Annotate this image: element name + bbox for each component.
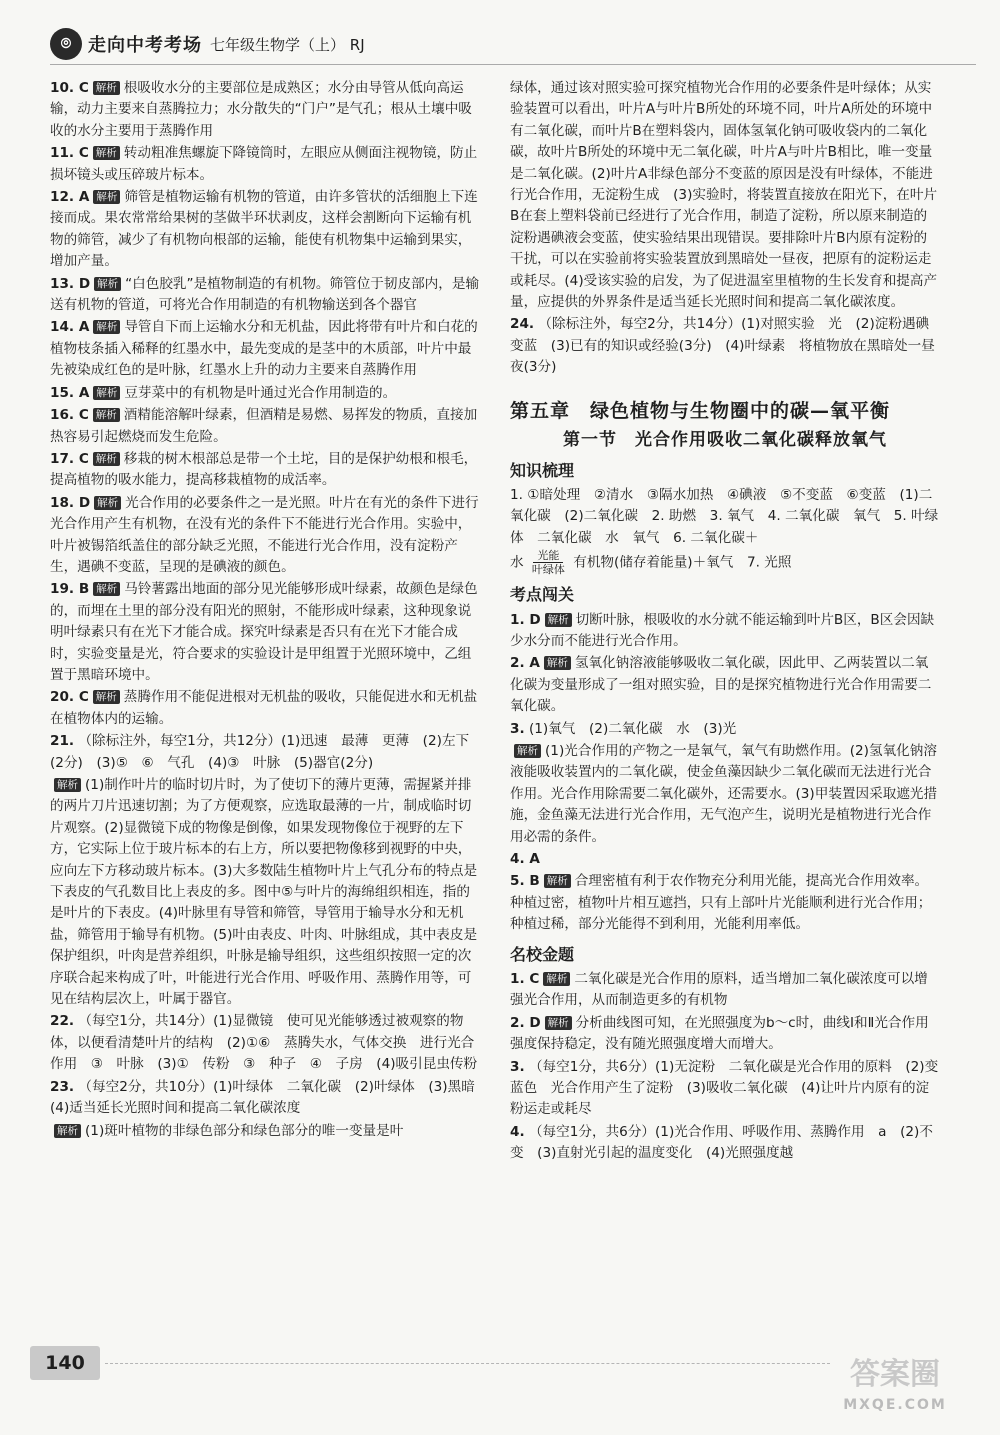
analysis-badge: 解析 [94, 496, 121, 510]
answer-item [510, 741, 940, 848]
answer-number: 5. B [510, 873, 540, 890]
answer-item [50, 143, 480, 186]
answer-item [510, 871, 940, 935]
answer-item [510, 719, 940, 740]
equation-right: 有机物(储存着能量)＋氧气 7. 光照 [573, 554, 792, 571]
answer-number: 16. C [50, 407, 89, 424]
answer-item [510, 1122, 940, 1165]
answer-text: 分析曲线图可知，在光照强度为b～c时，曲线Ⅰ和Ⅱ光合作用强度保持稳定，没有随光照强度增大而增大。 [510, 1014, 929, 1053]
answer-text: “白色胶乳”是植物制造的有机物。筛管位于韧皮部内，是输送有机物的管道，可将光合作用制造的有机物输送到各个器官 [50, 275, 480, 314]
answer-number: 24. [510, 316, 535, 333]
answer-number: 15. A [50, 384, 90, 401]
answer-text: 根吸收水分的主要部位是成熟区；水分由导管从低向高运输，动力主要来自蒸腾拉力；水分散失的“门户”是气孔；根从土壤中吸收的水分主要用于蒸腾作用 [50, 80, 472, 139]
answer-text: （每空1分，共6分）(1)无淀粉 二氧化碳是光合作用的原料 (2)变蓝色 光合作用产生了淀粉 (3)吸收二氧化碳 (4)让叶片内原有的淀粉运走或耗尽 [510, 1058, 939, 1118]
answer-item [50, 187, 480, 273]
answer-text: （每空1分，共14分）(1)显微镜 使可见光能够透过被观察的物体，以便看清楚叶片的结构 (2)①⑥ 蒸腾失水，气体交换 进行光合作用 ③ 叶脉 (3)① 传粉 ③ 种子 ④ 子房 (4)吸引昆虫传粉 [50, 1013, 478, 1073]
analysis-badge: 解析 [545, 1016, 572, 1030]
answer-number: 20. C [50, 689, 89, 706]
mingxiao-heading: 名校金题 [510, 944, 575, 964]
analysis-badge: 解析 [93, 452, 120, 466]
page-number: 140 [30, 1346, 100, 1380]
answer-item [510, 314, 940, 378]
answer-text: 转动粗准焦螺旋下降镜筒时，左眼应从侧面注视物镜，防止损坏镜头或压碎玻片标本。 [50, 145, 478, 183]
answer-number: 13. D [50, 275, 91, 292]
equation-top: 光能 [533, 549, 563, 563]
watermark-main: 答案圈 [850, 1357, 940, 1392]
answer-text: （除标注外，每空2分，共14分）(1)对照实验 光 (2)淀粉遇碘变蓝 (3)已有的知识或经验(3分) (4)叶绿素 将植物放在黑暗处一昼夜(3分) [510, 316, 935, 376]
answer-item [50, 449, 480, 492]
analysis-badge: 解析 [93, 408, 120, 422]
answer-number: 3. [510, 720, 525, 737]
analysis-badge: 解析 [545, 613, 572, 627]
answer-item [510, 1013, 940, 1056]
book-logo-icon: ⌾ [50, 28, 82, 60]
answer-text: 酒精能溶解叶绿素，但酒精是易燃、易挥发的物质，直接加热容易引起燃烧而发生危险。 [50, 407, 478, 445]
answer-item [50, 405, 480, 448]
answer-text: 蒸腾作用不能促进根对无机盐的吸收，只能促进水和无机盐在植物体内的运输。 [50, 689, 478, 727]
equation-condition [532, 549, 565, 576]
analysis-badge: 解析 [93, 386, 120, 400]
answer-item [50, 383, 480, 404]
kaodian-heading: 考点闯关 [510, 585, 575, 605]
analysis-badge: 解析 [93, 146, 120, 160]
analysis-badge: 解析 [544, 874, 571, 888]
answer-item [510, 1057, 940, 1121]
answer-text: 切断叶脉，根吸收的水分就不能运输到叶片B区，B区会因缺少水分而不能进行光合作用。 [510, 611, 935, 649]
analysis-badge: 解析 [93, 81, 120, 95]
footer-rule [105, 1363, 830, 1364]
answer-number: 17. C [50, 450, 89, 467]
answer-text: 二氧化碳是光合作用的原料，适当增加二氧化碳浓度可以增强光合作用，从而制造更多的有机物 [510, 971, 928, 1009]
answer-item [50, 775, 480, 1010]
answer-number: 3. [510, 1058, 525, 1075]
answer-text: （每空2分，共10分）(1)叶绿体 二氧化碳 (2)叶绿体 (3)黑暗 (4)适当延长光照时间和提高二氧化碳浓度 [50, 1078, 489, 1117]
answer-item [510, 78, 940, 313]
answer-number: 4. [510, 1123, 525, 1140]
chapter-title: 第五章 绿色植物与生物圈中的碳—氧平衡 [510, 399, 891, 422]
analysis-badge: 解析 [93, 190, 120, 204]
answer-item [50, 274, 480, 317]
watermark-logo [810, 1357, 980, 1422]
answer-item [50, 1077, 489, 1120]
answer-text: 绿体，通过该对照实验可探究植物光合作用的必要条件是叶绿体；从实验装置可以看出，叶片A与叶片B所处的环境不同，叶片A所处的环境中有二氧化碳，而叶片B在塑料袋内，固体氢氧化钠可吸收袋内的二氧化碳，故叶片B所处的环境中无二氧化碳，叶片A与叶片B相比，唯一变量是二氧化碳。(2)叶片A非绿色部分不变蓝的原因是没有叶绿体，不能进行光合作用，无淀粉生成 (3)实验时，将装置直接放在阳光下，在叶片B在套上塑料袋前已经进行了光合作用，制造了淀粉，所以原来制造的淀粉遇碘液会变蓝，使实验结果出现错误。要排除叶片B内原有淀粉的干扰，可以在实验前将实验装置放到黑暗处一昼夜，把原有的淀粉运走或耗尽。(4)受该实验的启发，为了促进温室里植物的生长发育和提高产量，应提供的外界条件是适当延长光照时间和提高二氧化碳浓度。 [510, 80, 938, 311]
analysis-badge: 解析 [514, 744, 541, 758]
answer-item [50, 687, 480, 730]
analysis-badge: 解析 [93, 690, 120, 704]
answer-item [510, 969, 940, 1012]
answer-number: 22. [50, 1013, 75, 1030]
answer-text: (1)制作叶片的临时切片时，为了使切下的薄片更薄，需握紧并排的两片刀片迅速切割；为了方便观察，应选取最薄的一片，制成临时切片观察。(2)显微镜下成的物像是倒像，如果发现物像位于视野的左下方，它实际上位于玻片标本的右上方，所以要把物像移到视野的中央，应向左下方移动玻片标本。(3)大多数陆生植物叶片上气孔分布的特点是下表皮的气孔数目比上表皮的多。图中⑤与叶片的海绵组织相连，指的是叶片的下表皮。(4)叶脉里有导管和筛管，导管用于输导水分和无机盐，筛管用于输导有机物。(5)叶由表皮、叶肉、叶脉组成，其中表皮是保护组织，叶肉是营养组织，叶脉是输导组织，这些组织按照一定的次序联合起来构成了叶，叶能进行光合作用、呼吸作用、蒸腾作用等，可见在结构层次上，叶属于器官。 [50, 777, 478, 1008]
answer-number: 23. [50, 1078, 75, 1095]
answer-number: 18. D [50, 494, 91, 511]
knowledge-line: 1. ①暗处理 ②清水 ③隔水加热 ④碘液 ⑤不变蓝 ⑥变蓝 (1)二氧化碳 (2)二氧化碳 2. 助燃 3. 氧气 4. 二氧化碳 氧气 5. 叶绿体 二氧化碳 水 氧气 6. 二氧化碳＋ [510, 486, 939, 546]
answer-text: 移栽的树木根部总是带一个土坨，目的是保护幼根和根毛，提高植物的吸水能力，提高移栽植物的成活率。 [50, 450, 478, 489]
analysis-badge: 解析 [93, 320, 120, 334]
answer-text: 筛管是植物运输有机物的管道，由许多管状的活细胞上下连接而成。果农常常给果树的茎做半环状剥皮，这样会割断向下运输有机物的筛管，减少了有机物向根部的运输，能使有机物集中运输到果实，增加产量。 [50, 189, 478, 270]
answer-item [50, 1011, 480, 1075]
answer-item [50, 317, 480, 381]
answer-number: 1. D [510, 611, 541, 628]
kaodian-list [510, 610, 940, 936]
analysis-badge: 解析 [93, 582, 120, 596]
watermark-sub: MXQE.COM [843, 1397, 947, 1413]
answer-number: 11. C [50, 145, 89, 162]
answer-item [50, 78, 480, 142]
knowledge-heading: 知识梳理 [510, 460, 575, 480]
answer-number: 4. A [510, 851, 540, 867]
answer-item [50, 579, 480, 686]
answer-number: 2. D [510, 1014, 541, 1031]
answer-text: 马铃薯露出地面的部分见光能够形成叶绿素，故颜色是绿色的，而埋在土里的部分没有阳光的照射，不能形成叶绿素，这种现象说明叶绿素只有在光下才能合成。探究叶绿素是否只有在光下才能合成时，实验变量是光，符合要求的实验设计是甲组置于光照环境中，乙组置于黑暗环境中。 [50, 581, 478, 683]
answer-text: (1)斑叶植物的非绿色部分和绿色部分的唯一变量是叶 [85, 1122, 404, 1139]
answer-text: 光合作用的必要条件之一是光照。叶片在有光的条件下进行光合作用产生有机物，在没有光的条件下不能进行光合作用。实验中，叶片被锡箔纸盖住的部分缺乏光照，不能进行光合作用，没有淀粉产生，遇碘不变蓝，呈现的是碘液的颜色。 [50, 494, 479, 575]
answer-text: (1)光合作用的产物之一是氧气，氧气有助燃作用。(2)氢氧化钠溶液能吸收装置内的二氧化碳，使金鱼藻因缺少二氧化碳而无法进行光合作用。光合作用除需要二氧化碳外，还需要水。(3)甲装置因采取遮光措施，金鱼藻无法进行光合作用，无气泡产生，说明光是植物进行光合作用必需的条件。 [510, 742, 938, 845]
answer-text: 豆芽菜中的有机物是叶通过光合作用制造的。 [124, 384, 397, 401]
mingxiao-list [510, 969, 940, 1165]
page-header [50, 26, 365, 62]
section-title: 第一节 光合作用吸收二氧化碳释放氧气 [563, 430, 887, 451]
knowledge-text [510, 485, 940, 576]
book-subtitle: 七年级生物学（上） RJ [210, 35, 365, 54]
answer-number: 14. A [50, 319, 90, 336]
answer-text: 氢氧化钠溶液能够吸收二氧化碳，因此甲、乙两装置以二氧化碳为变量形成了一组对照实验，目的是探究植物进行光合作用需要二氧化碳。 [510, 655, 932, 715]
answer-item [510, 653, 940, 717]
answer-item [50, 493, 480, 579]
answer-text: (1)氧气 (2)二氧化碳 水 (3)光 [528, 720, 737, 737]
header-rule [50, 64, 976, 65]
answer-number: 2. A [510, 655, 540, 672]
answer-number: 10. C [50, 80, 89, 96]
left-column [50, 78, 489, 1142]
answer-number: 1. C [510, 971, 540, 988]
equation-bottom: 叶绿体 [531, 563, 565, 577]
analysis-badge: 解析 [543, 972, 570, 986]
answer-text: （除标注外，每空1分，共12分）(1)迅速 最薄 更薄 (2)左下(2分) (3)⑤ ⑥ 气孔 (4)③ 叶脉 (5)器官(2分) [50, 733, 470, 771]
answer-item [510, 610, 940, 653]
analysis-badge: 解析 [54, 778, 81, 792]
analysis-badge: 解析 [544, 656, 571, 670]
answer-item [50, 1121, 480, 1142]
answer-text: （每空1分，共6分）(1)光合作用、呼吸作用、蒸腾作用 a (2)不变 (3)直射光引起的温度变化 (4)光照强度越 [510, 1123, 933, 1162]
answer-item [510, 849, 940, 870]
answer-item [50, 731, 480, 774]
answer-text: 导管自下而上运输水分和无机盐，因此将带有叶片和白花的植物枝条插入稀释的红墨水中，最先变成的是茎中的木质部，叶片中最先被染成红色的是叶脉，红墨水上升的动力主要来自蒸腾作用 [50, 319, 478, 379]
right-top-answers [510, 78, 940, 379]
analysis-badge: 解析 [54, 1124, 81, 1138]
brand-title: 走向中考考场 [88, 35, 202, 56]
analysis-badge: 解析 [94, 277, 121, 291]
answer-text: 合理密植有利于农作物充分利用光能，提高光合作用效率。种植过密，植物叶片相互遮挡，只有上部叶片光能顺利进行光合作用；种植过稀，部分光能得不到利用，光能利用率低。 [510, 873, 932, 933]
answer-number: 19. B [50, 581, 90, 598]
answer-number: 21. [50, 733, 75, 750]
equation-left: 水 [510, 554, 524, 571]
answer-number: 12. A [50, 189, 90, 206]
right-column [510, 78, 940, 1165]
